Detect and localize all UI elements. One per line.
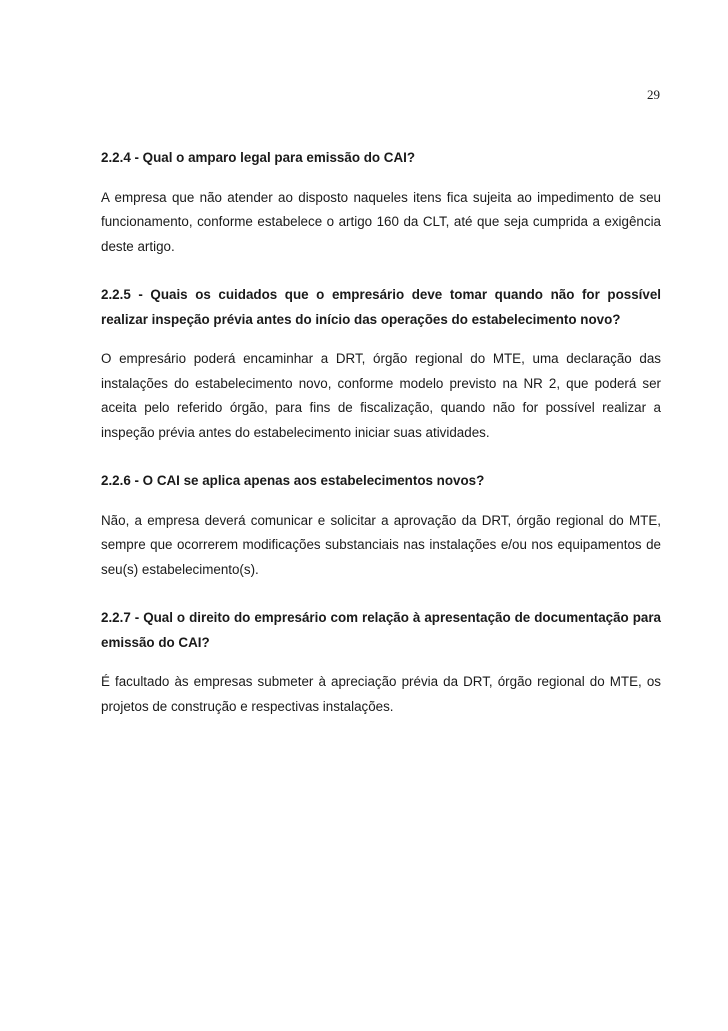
section-2-2-6 — [101, 469, 661, 606]
section-paragraph: É facultado às empresas submeter à apreciação prévia da DRT, órgão regional do MTE, os projetos de construção e respectivas instalações. — [101, 674, 661, 714]
section-paragraph: Não, a empresa deverá comunicar e solicitar a aprovação da DRT, órgão regional do MTE, sempre que ocorrerem modificações substanciais nas instalações e/ou nos equipamentos de seu(s) estabelecimento(s). — [101, 512, 661, 577]
section-2-2-7 — [101, 606, 661, 719]
page-number: 29 — [647, 87, 660, 102]
section-paragraph: O empresário poderá encaminhar a DRT, órgão regional do MTE, uma declaração das instalações do estabelecimento novo, conforme modelo previsto na NR 2, que poderá ser aceita pelo referido órgão, para fins de fiscalização, quando não for possível realizar a inspeção prévia antes do estabelecimento iniciar suas atividades. — [101, 351, 661, 440]
section-heading: 2.2.5 - Quais os cuidados que o empresário deve tomar quando não for possível realizar inspeção prévia antes do início das operações do estabelecimento novo? — [101, 287, 661, 327]
section-heading: 2.2.4 - Qual o amparo legal para emissão do CAI? — [101, 150, 416, 165]
section-paragraph: A empresa que não atender ao disposto naqueles itens fica sujeita ao impedimento de seu funcionamento, conforme estabelece o artigo 160 da CLT, até que seja cumprida a exigência deste artigo. — [101, 189, 661, 254]
section-2-2-5 — [101, 283, 661, 469]
section-heading: 2.2.7 - Qual o direito do empresário com relação à apresentação de documentação para emissão do CAI? — [101, 610, 661, 650]
document-body — [101, 146, 661, 719]
section-heading: 2.2.6 - O CAI se aplica apenas aos estabelecimentos novos? — [101, 473, 485, 488]
section-2-2-4 — [101, 146, 661, 283]
